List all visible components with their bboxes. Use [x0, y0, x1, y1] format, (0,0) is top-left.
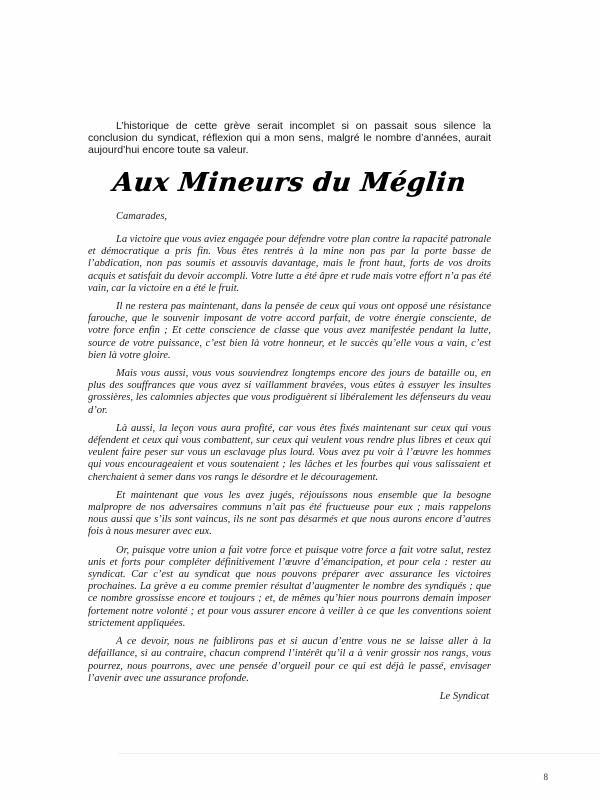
letter-paragraph: A ce devoir, nous ne faiblirons pas et si aucun d’entre vous ne se laisse aller à la défaillance, si au contraire, chacun comprend l’intérêt qu’il a à venir grossir nos rangs, vous pourrez, nous pourrons, avec une pensée d’orgueil pour ce qui est déjà le passé, envisager l’avenir avec une assurance profonde.: [88, 636, 491, 684]
letter-paragraph: Il ne restera pas maintenant, dans la pensée de ceux qui vous ont opposé une résistance farouche, que le souvenir imposant de votre accord parfait, de votre énergie consciente, de votre force enfin ; Et cette conscience de classe que vous avez manifestée pendant la lutte, source de votre puissance, c’est bien là votre honneur, et le succès qu’elle vous a vain, c’est bien là votre gloire.: [88, 301, 491, 361]
letter-content: [88, 120, 491, 713]
page-number: 8: [543, 772, 548, 782]
letter-title-text: Aux Mineurs du Méglin: [111, 168, 468, 198]
letter-paragraph: Or, puisque votre union a fait votre force et puisque votre force a fait votre salut, restez unis et forts pour compléter définitivement l’œuvre d’émancipation, et pour cela : rester au syndicat. Car c’est au syndicat que nous pouvons préparer avec assurance les victoires prochaines. La grève a eu comme premier résultat d’augmenter le nombre des syndiqués ; que ce nombre grossisse encore et toujours ; et, de mêmes qu’hier nous pourrons demain imposer fortement notre volonté ; et pour vous assurer encore à veiller à ce que les conventions soient strictement appliquées.: [88, 544, 491, 629]
signature: Le Syndicat: [439, 690, 489, 702]
letter-paragraph: Et maintenant que vous les avez jugés, réjouissons nous ensemble que la besogne malpropre de nos adversaires communs n’ait pas été fructueuse pour eux ; mais rappelons nous aussi que s’ils sont vaincus, ils ne sont pas désarmés et que nous aurons encore d’autres fois à nous mesurer avec eux.: [88, 489, 491, 538]
letter-paragraph: Là aussi, la leçon vous aura profité, car vous êtes fixés maintenant sur ceux qui vous défendent et ceux qui vous combattent, sur ceux qui veulent vous rendre plus libres et ceux qui veulent faire peser sur vous un esclavage plus lourd. Vous avez pu voir à l’œuvre les hommes qui vous encourageaient et vous soutenaient ; les lâches et les fourbes qui vous salissaient et cherchaient à semer dans vos rangs le désordre et le découragement.: [88, 422, 491, 483]
letter-paragraph: La victoire que vous aviez engagée pour défendre votre plan contre la rapacité patronale et démocratique a pris fin. Vous êtes rentrés à la mine non pas par la porte basse de l’abdication, non pas soumis et assouvis davantage, mais le front haut, forts de vos droits acquis et satisfait du devoir accompli. Votre lutte a été âpre et rude mais votre effort n’a pas été vain, car la victoire en a été le fruit.: [88, 234, 491, 294]
salutation: Camarades,: [116, 211, 168, 222]
scan-artifact-line: [118, 753, 600, 754]
intro-paragraph: L’historique de cette grève serait incomplet si on passait sous silence la conclusion du syndicat, réflexion qui a mon sens, malgré le nombre d’années, aurait aujourd’hui encore toute sa valeur.: [88, 120, 491, 156]
letter-paragraph: Mais vous aussi, vous vous souviendrez longtemps encore des jours de bataille ou, en plus des souffrances que vous avez si vaillamment bravées, vous eûtes à essuyer les insultes grossières, les calomnies abjectes que vous prodiguèrent si libéralement les défenseurs du veau d’or.: [88, 368, 491, 416]
letter-title: [88, 168, 491, 198]
